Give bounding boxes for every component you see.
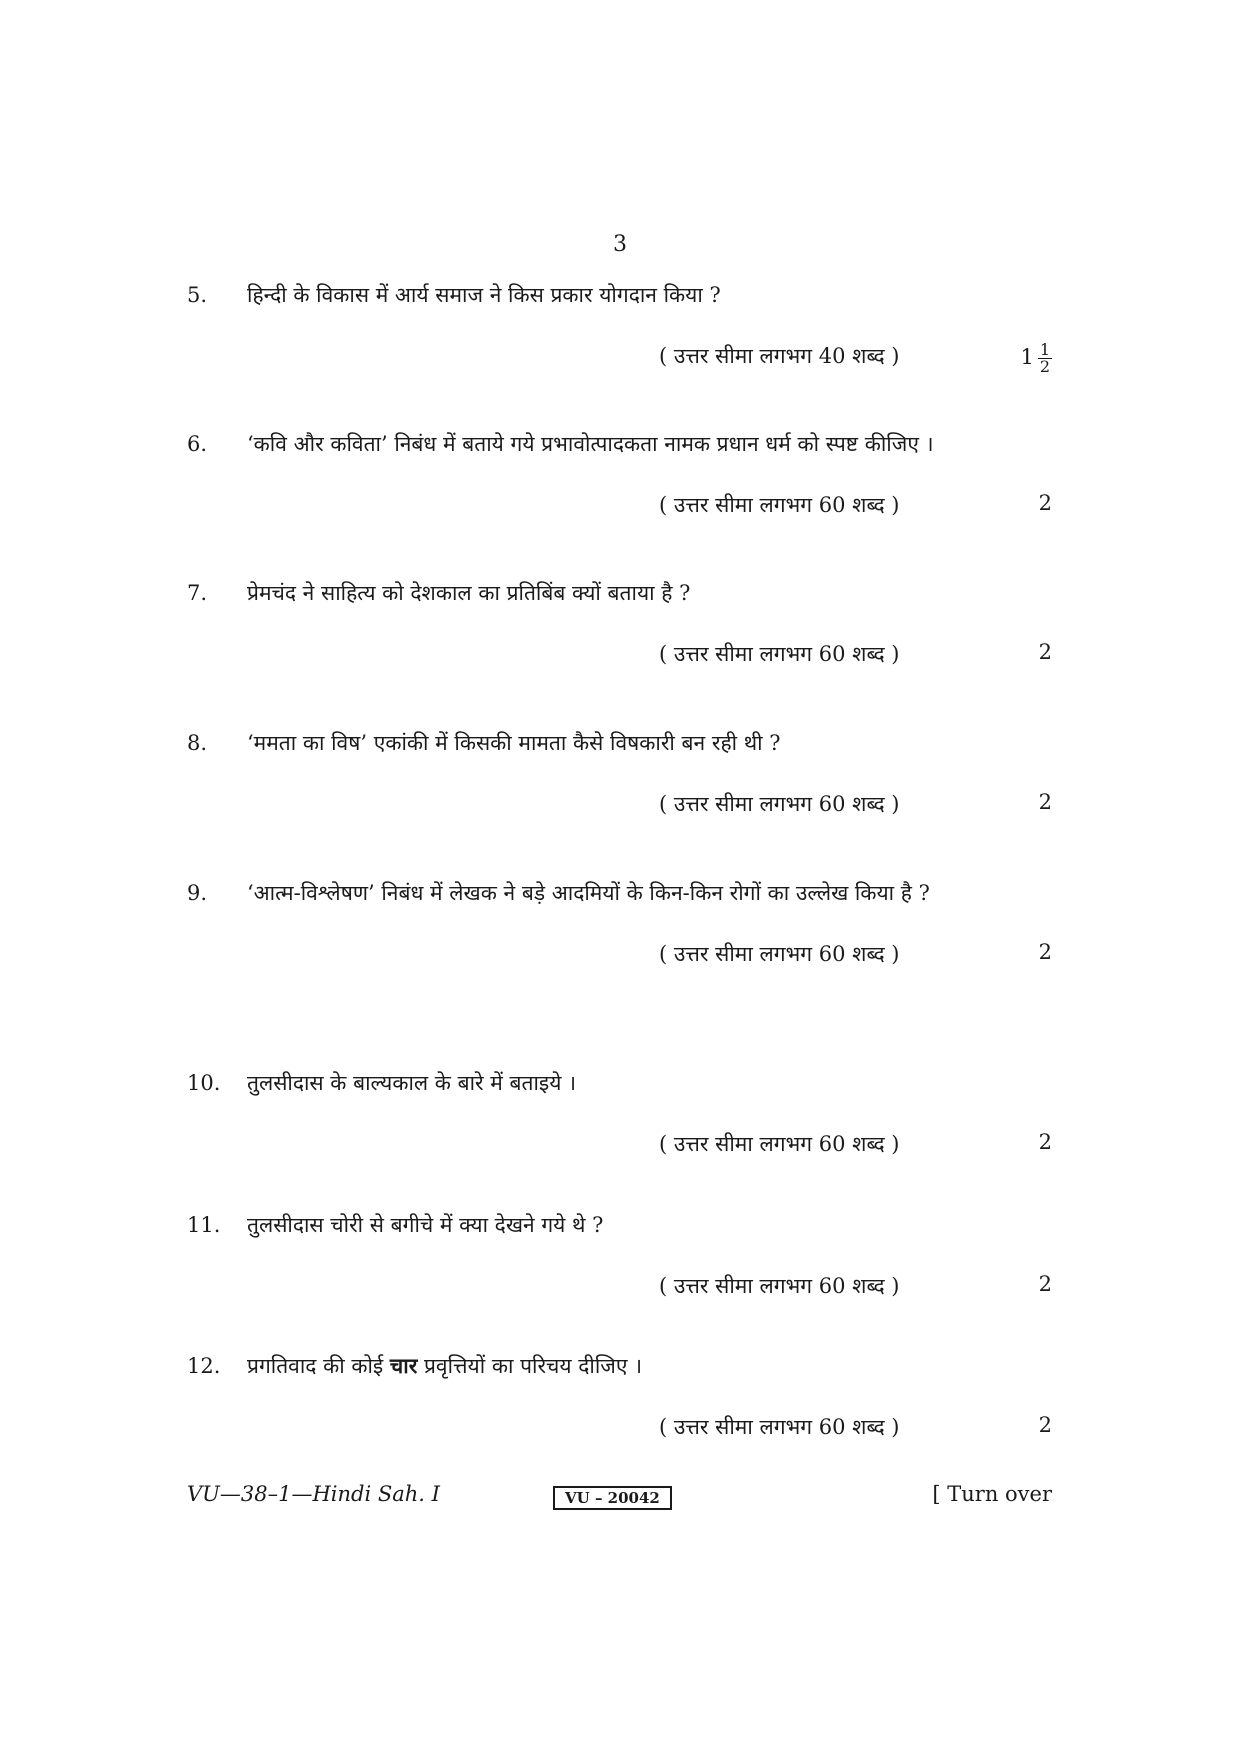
question-9 — [187, 868, 1052, 980]
question-text-after: प्रवृत्तियों का परिचय दीजिए । — [417, 1354, 643, 1378]
answer-limit-row — [187, 1413, 1052, 1453]
question-number: 12. — [187, 1354, 221, 1378]
page-footer — [187, 1482, 1052, 1516]
marks: 2 — [1038, 640, 1052, 664]
question-text-before: प्रगतिवाद की कोई — [247, 1354, 390, 1378]
question-text: प्रेमचंद ने साहित्य को देशकाल का प्रतिबिंब क्यों बताया है ? — [247, 581, 691, 605]
answer-limit: ( उत्तर सीमा लगभग 60 शब्द ) — [659, 942, 900, 966]
question-text: ‘ममता का विष’ एकांकी में किसकी मामता कैसे विषकारी बन रही थी ? — [247, 731, 781, 755]
question-line — [187, 868, 1052, 918]
question-number: 6. — [187, 432, 208, 456]
question-number: 7. — [187, 581, 208, 605]
answer-limit-row — [187, 342, 1052, 382]
fraction-numerator: 1 — [1039, 340, 1050, 359]
question-5 — [187, 270, 1052, 382]
marks-fraction — [1038, 342, 1052, 375]
question-text: तुलसीदास चोरी से बगीचे में क्या देखने गये थे ? — [247, 1213, 604, 1237]
question-7 — [187, 568, 1052, 680]
marks: 2 — [1038, 940, 1052, 964]
answer-limit: ( उत्तर सीमा लगभग 60 शब्द ) — [659, 493, 900, 517]
answer-limit-row — [187, 491, 1052, 531]
marks: 2 — [1038, 1413, 1052, 1437]
question-text — [247, 1341, 1052, 1391]
turn-over-note: [ Turn over — [932, 1482, 1052, 1506]
question-line — [187, 568, 1052, 618]
question-text: ‘आत्म-विश्लेषण’ निबंध में लेखक ने बड़े आदमियों के किन-किन रोगों का उल्लेख किया है ? — [247, 881, 930, 905]
question-number: 9. — [187, 881, 208, 905]
question-number: 8. — [187, 731, 208, 755]
answer-limit: ( उत्तर सीमा लगभग 60 शब्द ) — [659, 642, 900, 666]
question-10 — [187, 1058, 1052, 1170]
question-line — [187, 718, 1052, 768]
answer-limit: ( उत्तर सीमा लगभग 60 शब्द ) — [659, 1132, 900, 1156]
question-text: ‘कवि और कविता’ निबंध में बताये गये प्रभावोत्पादकता नामक प्रधान धर्म को स्पष्ट कीजिए । — [247, 432, 934, 456]
answer-limit-row — [187, 790, 1052, 830]
question-11 — [187, 1200, 1052, 1312]
question-line — [187, 1341, 1052, 1391]
answer-limit-row — [187, 1272, 1052, 1312]
answer-limit-row — [187, 940, 1052, 980]
marks: 2 — [1038, 790, 1052, 814]
fraction-denominator: 2 — [1039, 357, 1050, 376]
marks-whole: 1 — [1020, 345, 1034, 369]
question-text: तुलसीदास के बाल्यकाल के बारे में बताइये । — [247, 1071, 577, 1095]
question-6 — [187, 419, 1052, 531]
question-line — [187, 1058, 1052, 1108]
paper-code: VU—38–1—Hindi Sah. I — [187, 1482, 440, 1506]
answer-limit: ( उत्तर सीमा लगभग 40 शब्द ) — [659, 344, 900, 368]
marks — [1020, 342, 1052, 375]
answer-limit: ( उत्तर सीमा लगभग 60 शब्द ) — [659, 1274, 900, 1298]
question-12 — [187, 1341, 1052, 1453]
paper-id-box: VU – 20042 — [553, 1486, 672, 1510]
answer-limit-row — [187, 640, 1052, 680]
question-line — [187, 270, 1052, 320]
answer-limit: ( उत्तर सीमा लगभग 60 शब्द ) — [659, 1415, 900, 1439]
answer-limit-row — [187, 1130, 1052, 1170]
answer-limit: ( उत्तर सीमा लगभग 60 शब्द ) — [659, 792, 900, 816]
question-text: हिन्दी के विकास में आर्य समाज ने किस प्रकार योगदान किया ? — [247, 283, 721, 307]
question-number: 10. — [187, 1071, 221, 1095]
page-number: 3 — [613, 232, 627, 257]
question-text-bold: चार — [389, 1353, 418, 1378]
question-line — [187, 1200, 1052, 1250]
question-number: 5. — [187, 283, 208, 307]
question-number: 11. — [187, 1213, 221, 1237]
marks: 2 — [1038, 491, 1052, 515]
marks: 2 — [1038, 1130, 1052, 1154]
question-line — [187, 419, 1052, 469]
marks: 2 — [1038, 1272, 1052, 1296]
question-8 — [187, 718, 1052, 830]
